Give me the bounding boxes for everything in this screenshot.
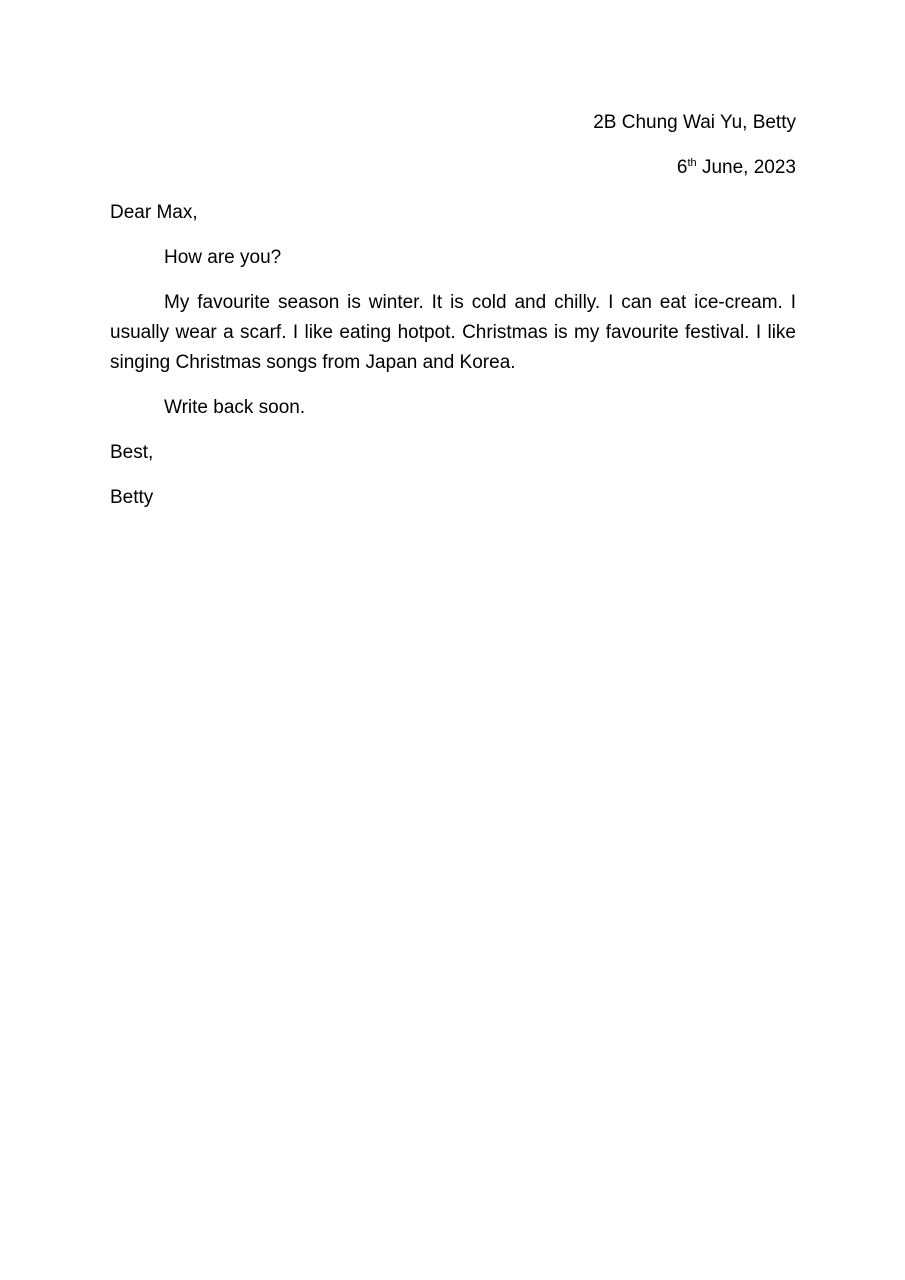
greeting: Dear Max, [110,202,198,223]
opening-line: How are you? [164,247,282,268]
body-paragraph: My favourite season is winter. It is cold and chilly. I can eat ice-cream. I usually wear a scarf. I like eating hotpot. Christmas is my favourite festival. I like singing Christmas songs from Japan and Korea. [110,292,796,373]
date-day: 6 [676,157,688,178]
date-line [110,153,796,183]
sign-off: Best, [110,442,154,463]
date-rest: June, 2023 [696,157,796,178]
date-suffix: th [687,157,697,169]
sender-line: 2B Chung Wai Yu, Betty [593,112,796,133]
closing-line: Write back soon. [164,397,306,418]
letter [110,108,796,528]
signature: Betty [110,487,154,508]
